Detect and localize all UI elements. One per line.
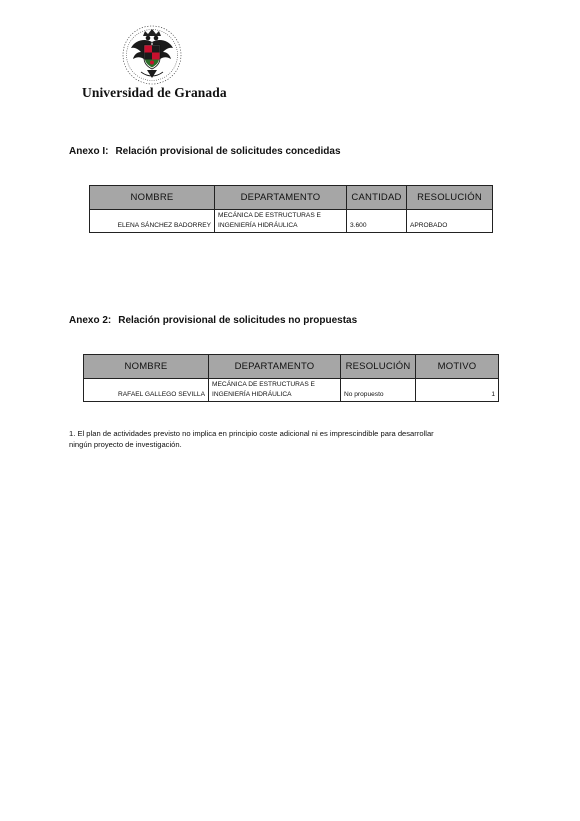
column-header-departamento: DEPARTAMENTO (215, 186, 347, 210)
university-crest-logo (121, 22, 183, 88)
annex1-heading (69, 146, 341, 157)
cell-motivo: 1 (416, 379, 499, 402)
column-header-cantidad: CANTIDAD (347, 186, 407, 210)
table-header-row (84, 355, 499, 379)
footnote-line-1: 1. El plan de actividades previsto no implica en principio coste adicional ni es imprescindible para desarrollar (69, 429, 434, 438)
annex1-title: Relación provisional de solicitudes concedidas (115, 146, 341, 157)
departamento-line-2: INGENIERÍA HIDRÁULICA (218, 222, 298, 229)
column-header-nombre: NOMBRE (84, 355, 209, 379)
departamento-line-2: INGENIERÍA HIDRÁULICA (212, 391, 292, 398)
table-row (84, 379, 499, 402)
footnote-line-2: ningún proyecto de investigación. (69, 440, 182, 449)
cell-resolucion: APROBADO (407, 210, 493, 233)
footnote (69, 428, 509, 450)
university-name: Universidad de Granada (82, 85, 227, 100)
column-header-resolucion: RESOLUCIÓN (407, 186, 493, 210)
departamento-line-1: MECÁNICA DE ESTRUCTURAS E (218, 212, 321, 219)
table-header-row (90, 186, 493, 210)
cell-departamento (215, 210, 347, 233)
cell-nombre: RAFAEL GALLEGO SEVILLA (84, 379, 209, 402)
column-header-nombre: NOMBRE (90, 186, 215, 210)
cell-resolucion: No propuesto (341, 379, 416, 402)
column-header-motivo: MOTIVO (416, 355, 499, 379)
cell-departamento (209, 379, 341, 402)
granted-applications-table (89, 185, 493, 233)
column-header-departamento: DEPARTAMENTO (209, 355, 341, 379)
annex2-heading (69, 315, 357, 326)
annex2-label: Anexo 2: (69, 315, 112, 326)
table-row (90, 210, 493, 233)
cell-cantidad: 3.600 (347, 210, 407, 233)
not-proposed-applications-table (83, 354, 499, 402)
departamento-line-1: MECÁNICA DE ESTRUCTURAS E (212, 381, 315, 388)
column-header-resolucion: RESOLUCIÓN (341, 355, 416, 379)
annex1-label: Anexo I: (69, 146, 109, 157)
cell-nombre: ELENA SÁNCHEZ BADORREY (90, 210, 215, 233)
annex2-title: Relación provisional de solicitudes no propuestas (118, 315, 358, 326)
